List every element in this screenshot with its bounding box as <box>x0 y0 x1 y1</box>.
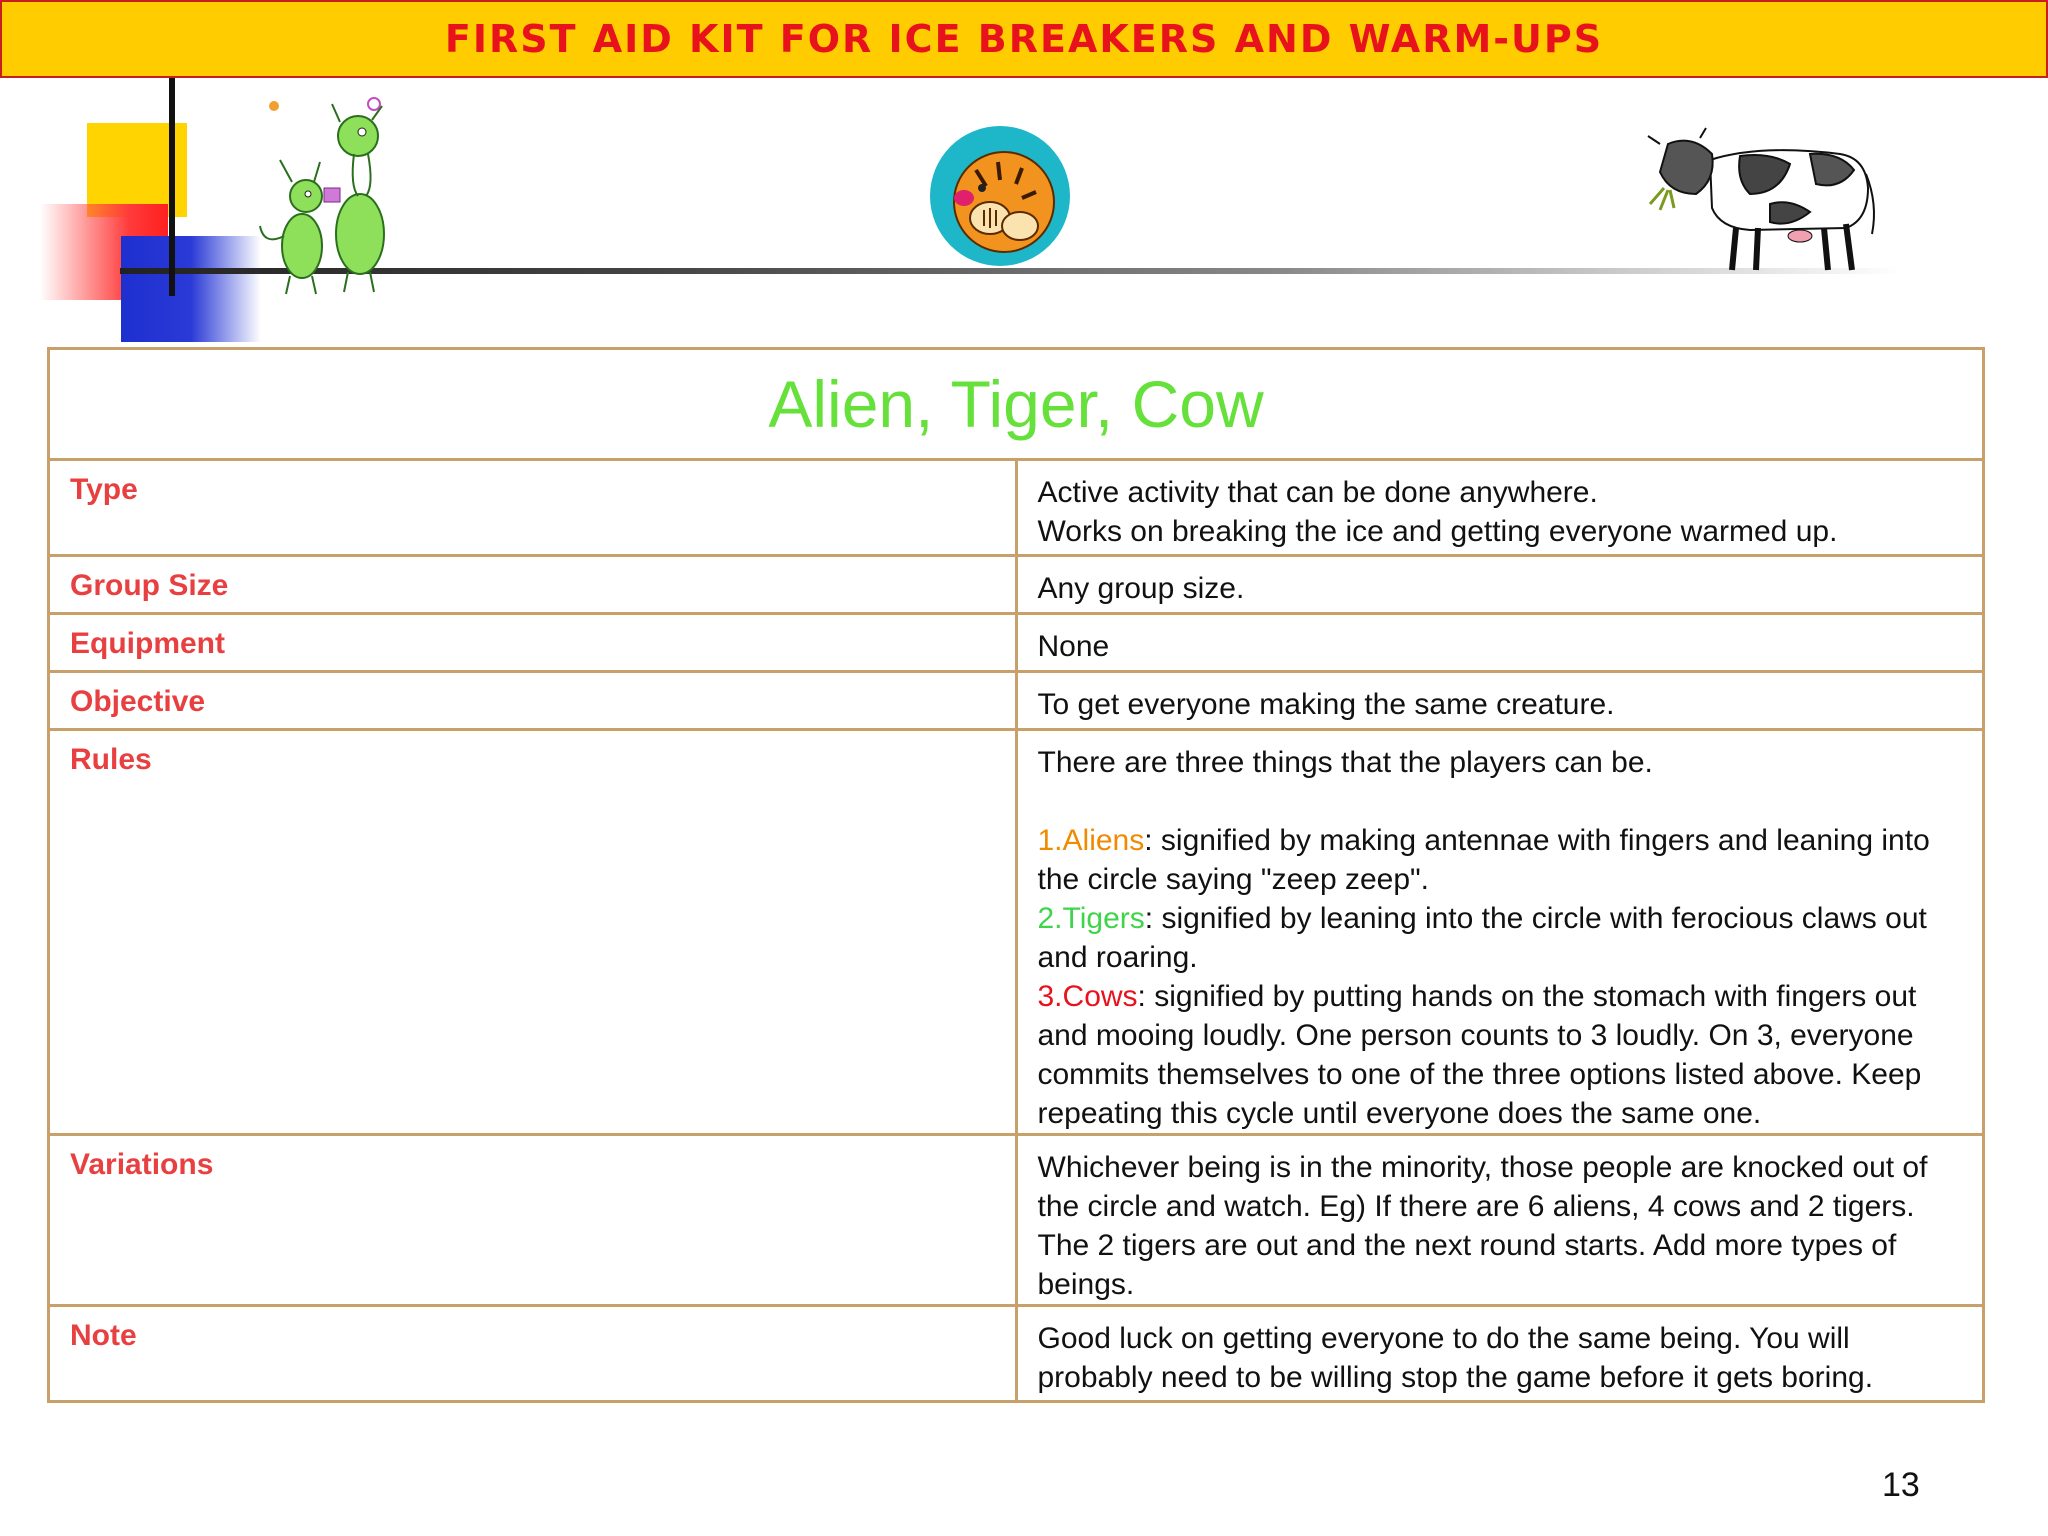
note-value: Good luck on getting everyone to do the same being. You will probably need to be willing stop the game before it gets boring. <box>1016 1306 1984 1402</box>
cow-image <box>1640 124 1880 276</box>
aliens-image <box>250 96 430 296</box>
table-row <box>49 1135 1984 1306</box>
equipment-label: Equipment <box>49 614 1017 672</box>
header-banner <box>0 0 2048 78</box>
page-number: 13 <box>1882 1466 1920 1504</box>
rule-number: 2. <box>1037 902 1063 935</box>
type-line-2: Works on breaking the ice and getting everyone warmed up. <box>1037 515 1838 548</box>
rule-item-aliens <box>1038 821 1963 899</box>
table-row <box>49 460 1984 556</box>
rules-label: Rules <box>49 730 1017 1135</box>
type-line-1: Active activity that can be done anywhere. <box>1037 476 1598 509</box>
variations-value: Whichever being is in the minority, those people are knocked out of the circle and watch. Eg) If there are 6 aliens, 4 cows and 2 tigers. The 2 tigers are out and the next round starts. Add more types of beings. <box>1016 1135 1984 1306</box>
rule-name: Aliens <box>1062 824 1145 857</box>
rule-item-cows <box>1038 977 1963 1133</box>
group-size-value: Any group size. <box>1016 556 1984 614</box>
type-value <box>1016 460 1984 556</box>
objective-value: To get everyone making the same creature. <box>1016 672 1984 730</box>
rule-name: Tigers <box>1062 902 1145 935</box>
rule-name: Cows <box>1062 980 1138 1013</box>
table-row <box>49 614 1984 672</box>
rules-intro: There are three things that the players can be. <box>1037 746 1653 779</box>
table-row <box>49 672 1984 730</box>
rule-number: 1. <box>1037 824 1063 857</box>
type-label: Type <box>49 460 1017 556</box>
activity-title: Alien, Tiger, Cow <box>49 349 1984 460</box>
group-size-label: Group Size <box>49 556 1017 614</box>
rule-number: 3. <box>1037 980 1063 1013</box>
variations-label: Variations <box>49 1135 1017 1306</box>
table-row <box>49 1306 1984 1402</box>
rules-value <box>1016 730 1984 1135</box>
tiger-image <box>924 126 1076 268</box>
decor-blue-square <box>121 236 261 342</box>
equipment-value: None <box>1016 614 1984 672</box>
note-label: Note <box>49 1306 1017 1402</box>
rule-text: : signified by leaning into the circle with ferocious claws out and roaring. <box>1037 902 1927 974</box>
objective-label: Objective <box>49 672 1017 730</box>
table-row <box>49 730 1984 1135</box>
rule-text: : signified by making antennae with fingers and leaning into the circle saying "zeep zeep". <box>1037 824 1930 896</box>
activity-card <box>47 347 1985 1403</box>
table-row <box>49 556 1984 614</box>
decor-vertical-line <box>169 78 175 296</box>
rule-item-tigers <box>1038 899 1963 977</box>
header-title: FIRST AID KIT FOR ICE BREAKERS AND WARM-UPS <box>444 17 1604 61</box>
rule-text: : signified by putting hands on the stomach with fingers out and mooing loudly. One person counts to 3 loudly. On 3, everyone commits themselves to one of the three options listed above. Keep repeating this cycle until everyone does the same one. <box>1037 980 1922 1130</box>
